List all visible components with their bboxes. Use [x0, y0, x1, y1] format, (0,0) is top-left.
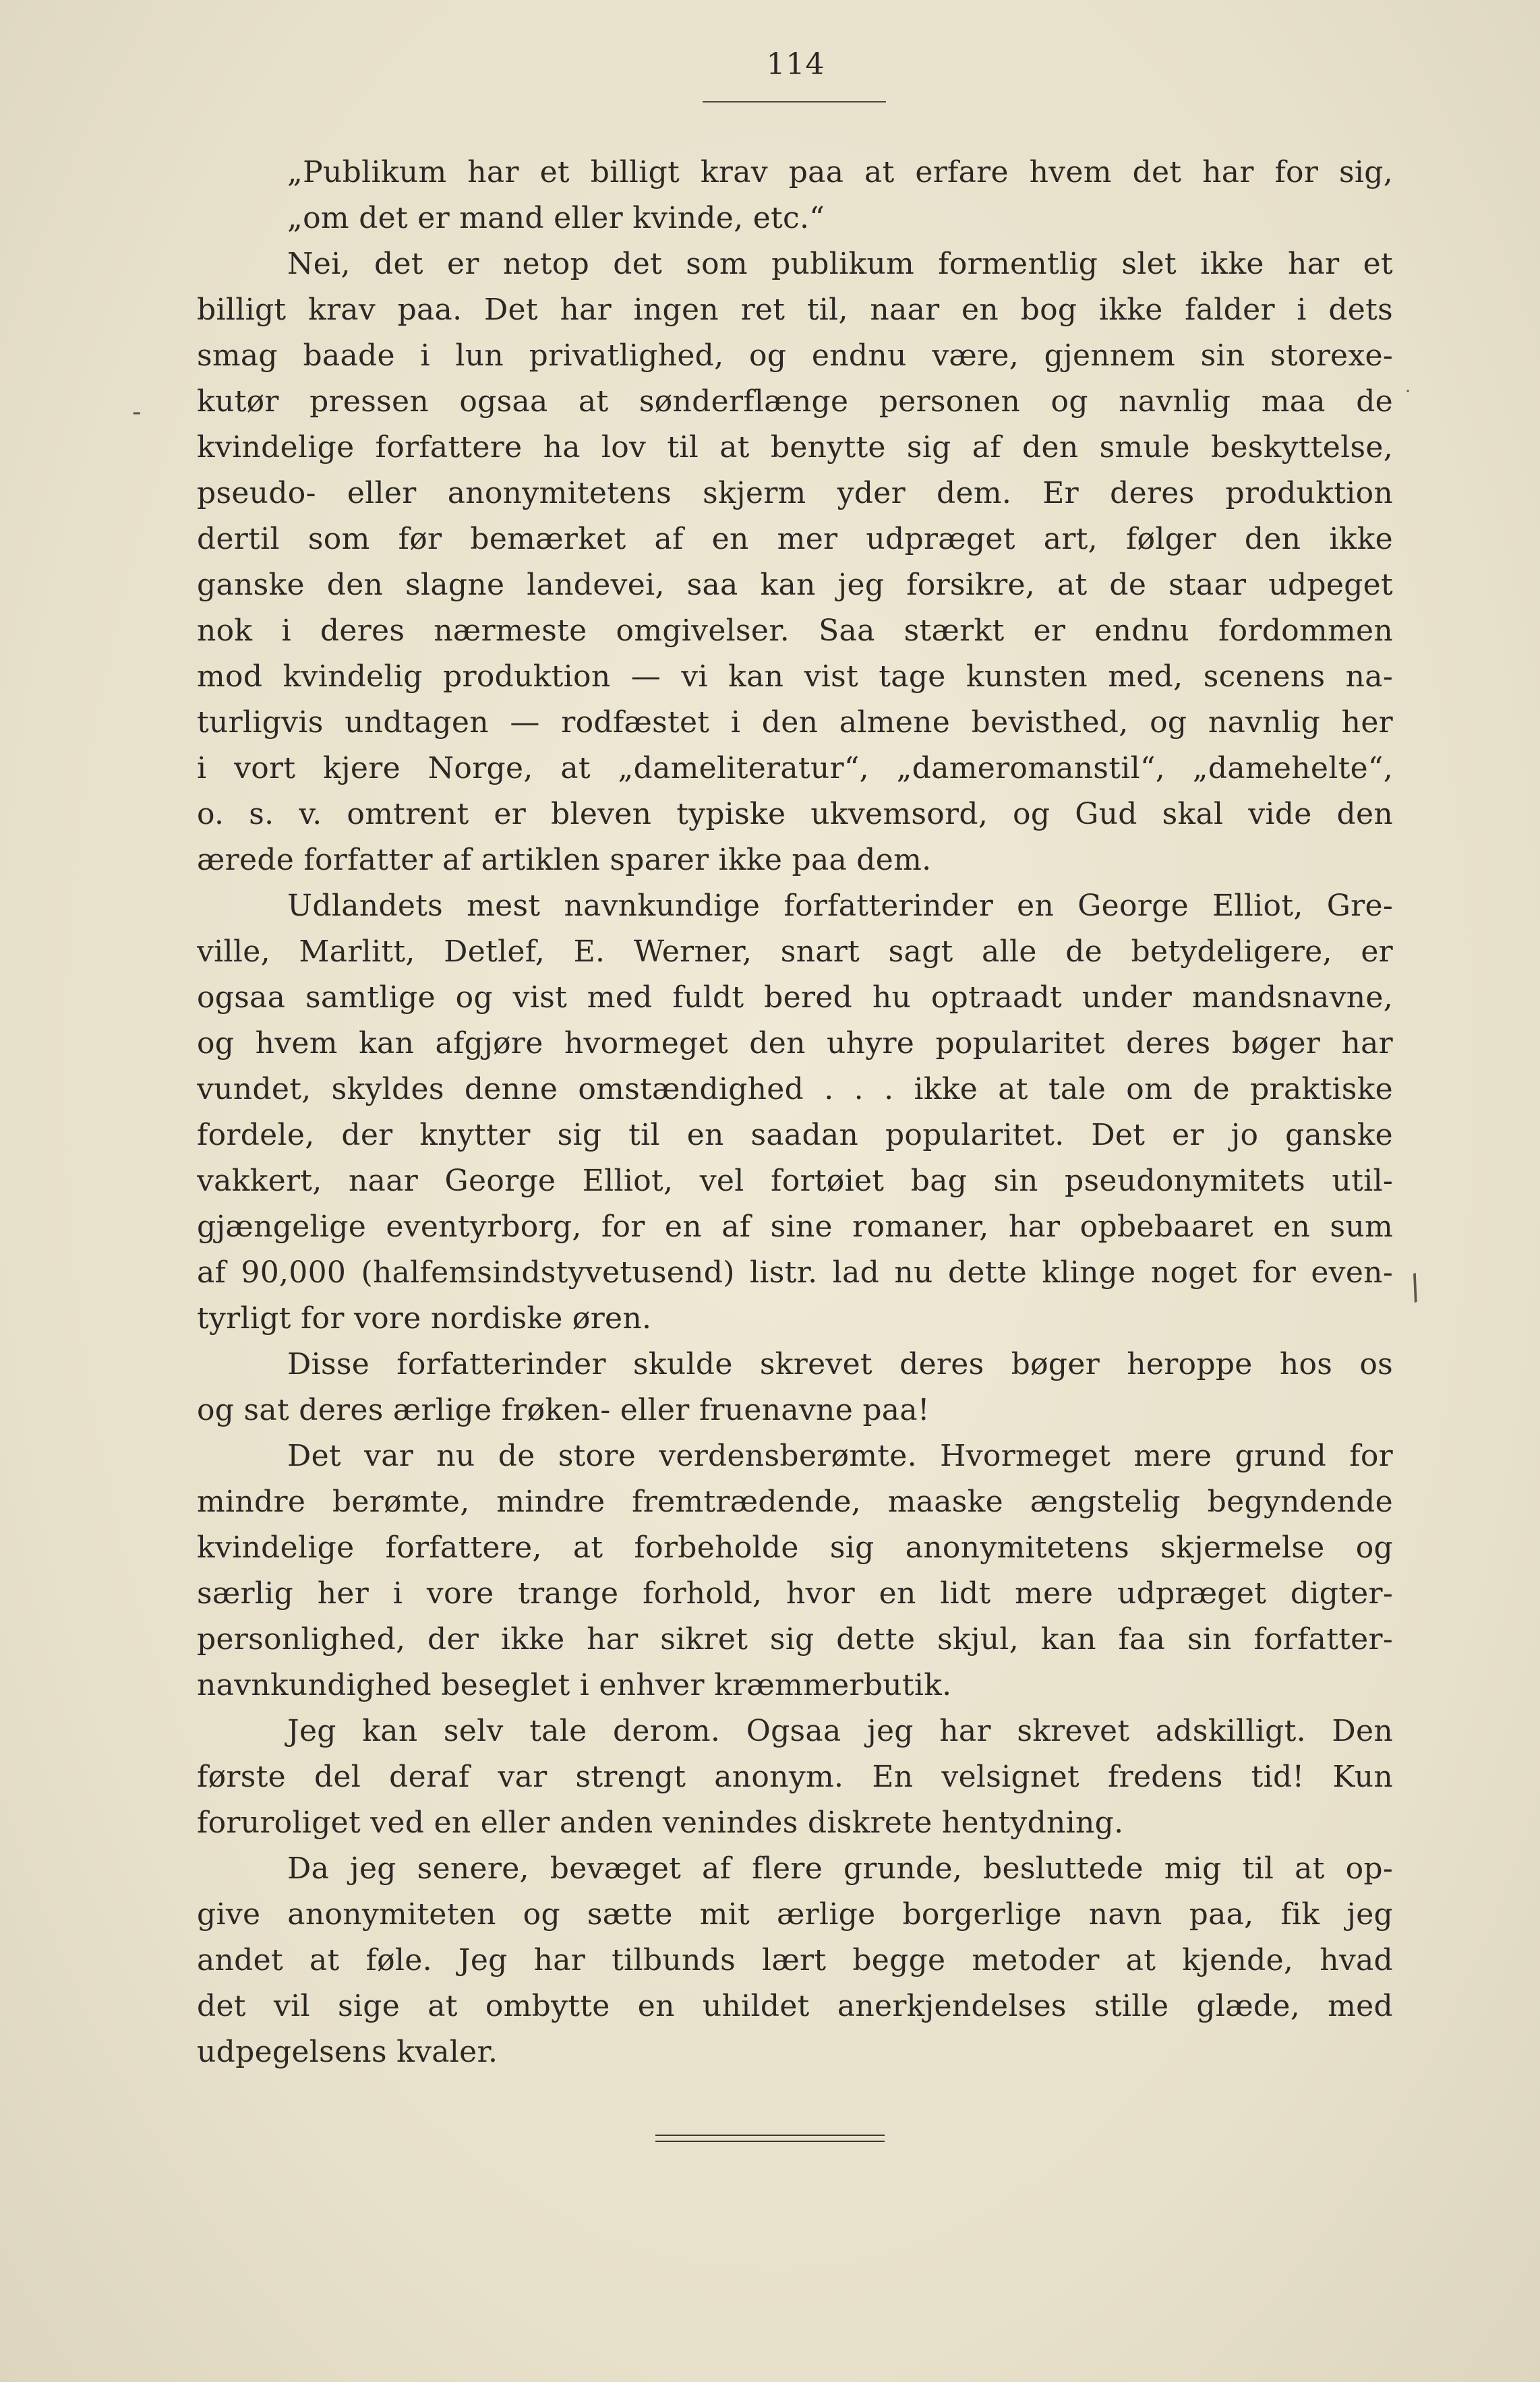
- text-line: og hvem kan afgjøre hvormeget den uhyre popularitet deres bøger har: [197, 1026, 1393, 1061]
- text-line: gjængelige eventyrborg, for en af sine romaner, har opbebaaret en sum: [197, 1210, 1393, 1244]
- text-line: mindre berømte, mindre fremtrædende, maaske ængstelig begyndende: [197, 1485, 1393, 1519]
- text-line: nok i deres nærmeste omgivelser. Saa stærkt er endnu fordommen: [197, 614, 1393, 648]
- margin-mark: -: [132, 396, 142, 427]
- text-line: billigt krav paa. Det har ingen ret til, naar en bog ikke falder i dets: [197, 293, 1393, 327]
- text-line: det vil sige at ombytte en uhildet anerkjendelses stille glæde, med: [197, 1989, 1393, 2023]
- text-line: Jeg kan selv tale derom. Ogsaa jeg har skrevet adskilligt. Den: [287, 1714, 1393, 1748]
- text-line: Udlandets mest navnkundige forfatterinder en George Elliot, Gre-: [287, 889, 1393, 923]
- text-line: turligvis undtagen — rodfæstet i den almene bevisthed, og navnlig her: [197, 705, 1393, 740]
- text-line: kutør pressen ogsaa at sønderflænge personen og navnlig maa de: [197, 384, 1393, 419]
- text-line: udpegelsens kvaler.: [197, 2035, 498, 2069]
- text-line: dertil som før bemærket af en mer udpræget art, følger den ikke: [197, 522, 1393, 556]
- body-text: [197, 150, 1393, 2075]
- text-line: ville, Marlitt, Detlef, E. Werner, snart sagt alle de betydeligere, er: [197, 934, 1393, 969]
- margin-dot: ·: [1405, 382, 1411, 402]
- text-line: personlighed, der ikke har sikret sig dette skjul, kan faa sin forfatter-: [197, 1622, 1393, 1657]
- text-line: særlig her i vore trange forhold, hvor en lidt mere udpræget digter-: [197, 1576, 1393, 1611]
- text-line: navnkundighed beseglet i enhver kræmmerbutik.: [197, 1668, 952, 1702]
- text-line: vundet, skyldes denne omstændighed . . . ikke at tale om de praktiske: [197, 1072, 1393, 1106]
- text-line: ærede forfatter af artiklen sparer ikke paa dem.: [197, 843, 932, 877]
- end-double-rule: [655, 2135, 885, 2147]
- margin-pencil-stroke: /: [1402, 1266, 1427, 1308]
- text-line: „om det er mand eller kvinde, etc.“: [287, 201, 825, 235]
- text-line: fordele, der knytter sig til en saadan popularitet. Det er jo ganske: [197, 1118, 1393, 1152]
- text-line: smag baade i lun privatlighed, og endnu være, gjennem sin storexe-: [197, 338, 1393, 373]
- text-line: andet at føle. Jeg har tilbunds lært begge metoder at kjende, hvad: [197, 1943, 1393, 1977]
- text-line: kvindelige forfattere ha lov til at benytte sig af den smule beskyttelse,: [197, 430, 1393, 465]
- text-line: pseudo- eller anonymitetens skjerm yder dem. Er deres produktion: [197, 476, 1393, 510]
- text-line: og sat deres ærlige frøken- eller fruenavne paa!: [197, 1393, 930, 1427]
- text-line: af 90,000 (halfemsindstyvetusend) listr. lad nu dette klinge noget for even-: [197, 1255, 1393, 1290]
- text-line: tyrligt for vore nordiske øren.: [197, 1301, 652, 1336]
- text-line: Nei, det er netop det som publikum formentlig slet ikke har et: [287, 247, 1393, 281]
- text-line: mod kvindelig produktion — vi kan vist tage kunsten med, scenens na-: [197, 659, 1393, 694]
- text-line: foruroliget ved en eller anden venindes diskrete hentydning.: [197, 1806, 1124, 1840]
- text-line: „Publikum har et billigt krav paa at erfare hvem det har for sig,: [287, 155, 1393, 189]
- text-line: kvindelige forfattere, at forbeholde sig anonymitetens skjermelse og: [197, 1530, 1393, 1565]
- text-line: ogsaa samtlige og vist med fuldt bered hu optraadt under mandsnavne,: [197, 980, 1393, 1015]
- text-line: i vort kjere Norge, at „dameliteratur“, „dameromanstil“, „damehelte“,: [197, 751, 1393, 785]
- text-line: Det var nu de store verdensberømte. Hvormeget mere grund for: [287, 1439, 1393, 1473]
- text-line: give anonymiteten og sætte mit ærlige borgerlige navn paa, fik jeg: [197, 1897, 1393, 1932]
- text-line: o. s. v. omtrent er bleven typiske ukvemsord, og Gud skal vide den: [197, 797, 1393, 831]
- text-line: ganske den slagne landevei, saa kan jeg forsikre, at de staar udpeget: [197, 568, 1393, 602]
- text-line: vakkert, naar George Elliot, vel fortøiet bag sin pseudonymitets util-: [197, 1164, 1393, 1198]
- page-number-rule: [703, 101, 886, 102]
- text-line: første del deraf var strengt anonym. En velsignet fredens tid! Kun: [197, 1760, 1393, 1794]
- page-number: 114: [766, 47, 825, 82]
- text-line: Da jeg senere, bevæget af flere grunde, besluttede mig til at op-: [287, 1851, 1393, 1886]
- text-line: Disse forfatterinder skulde skrevet deres bøger heroppe hos os: [287, 1347, 1393, 1381]
